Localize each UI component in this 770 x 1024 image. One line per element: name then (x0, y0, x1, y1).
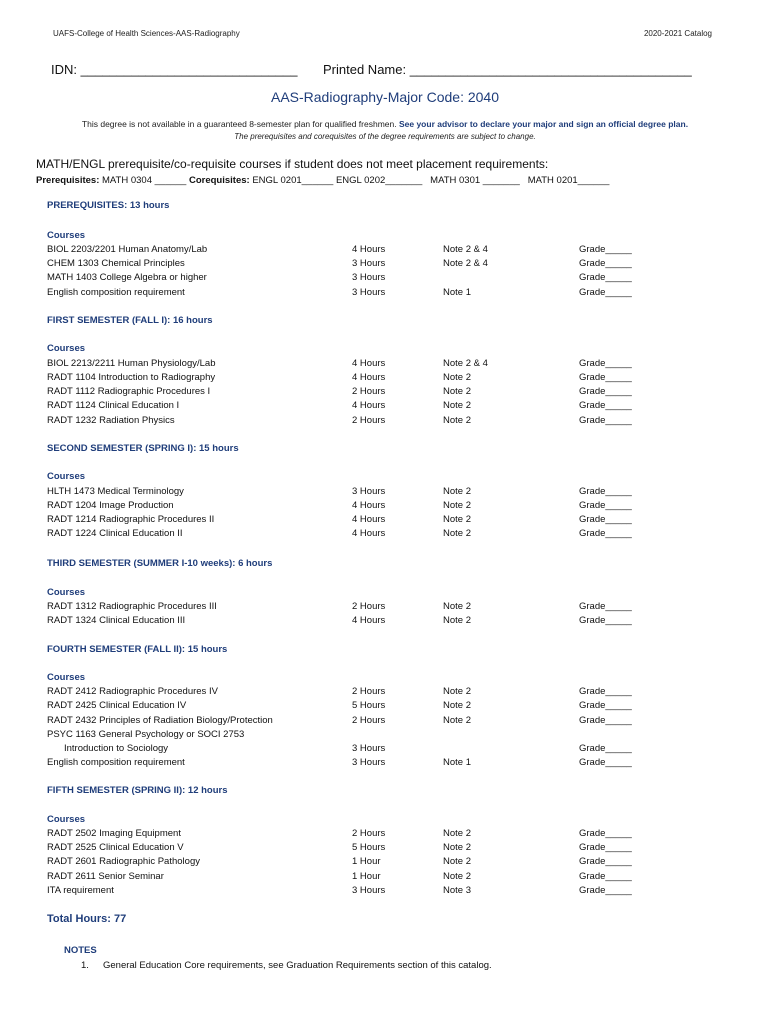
course-grade-field[interactable]: Grade_____ (579, 244, 632, 255)
course-grade-field[interactable]: Grade_____ (579, 743, 632, 754)
course-hours: 3 Hours (352, 287, 386, 298)
courses-label: Courses (47, 471, 86, 482)
section-title: FIRST SEMESTER (FALL I): 16 hours (47, 315, 213, 326)
disclaimer-advisor-note: See your advisor to declare your major and sign an official degree plan. (398, 119, 689, 129)
course-row (0, 828, 770, 842)
course-note: Note 2 (443, 601, 471, 612)
course-row (0, 287, 770, 301)
course-note: Note 2 & 4 (443, 358, 488, 369)
course-grade-field[interactable]: Grade_____ (579, 528, 632, 539)
course-name: RADT 1124 Clinical Education I (47, 400, 180, 411)
disclaimer-line-2: The prerequisites and corequisites of the degree requirements are subject to change. (234, 132, 536, 141)
course-row (0, 757, 770, 771)
course-row (0, 601, 770, 615)
course-grade-field[interactable]: Grade_____ (579, 715, 632, 726)
header-left: UAFS-College of Health Sciences-AAS-Radiography (53, 29, 240, 38)
course-grade-field[interactable]: Grade_____ (579, 272, 632, 283)
coreq-label: Corequisites: (188, 175, 250, 186)
course-row (0, 729, 770, 743)
course-note: Note 2 (443, 372, 471, 383)
course-hours: 5 Hours (352, 842, 386, 853)
course-note: Note 2 (443, 486, 471, 497)
course-hours: 4 Hours (352, 372, 386, 383)
courses-label: Courses (47, 587, 86, 598)
course-hours: 4 Hours (352, 615, 386, 626)
course-name: RADT 1104 Introduction to Radiography (47, 372, 216, 383)
course-name: RADT 1224 Clinical Education II (47, 528, 183, 539)
course-row (0, 500, 770, 514)
course-note: Note 2 (443, 856, 471, 867)
course-grade-field[interactable]: Grade_____ (579, 871, 632, 882)
course-note: Note 2 (443, 842, 471, 853)
note-number: 1. (81, 960, 89, 971)
course-hours: 1 Hour (352, 871, 381, 882)
course-row (0, 615, 770, 629)
course-note: Note 2 (443, 500, 471, 511)
course-note: Note 2 (443, 871, 471, 882)
course-name: RADT 2502 Imaging Equipment (47, 828, 181, 839)
course-grade-field[interactable]: Grade_____ (579, 615, 632, 626)
course-name: RADT 1112 Radiographic Procedures I (47, 386, 211, 397)
course-name: RADT 1312 Radiographic Procedures III (47, 601, 217, 612)
course-row (0, 743, 770, 757)
section-title: FIFTH SEMESTER (SPRING II): 12 hours (47, 785, 228, 796)
courses-label: Courses (47, 230, 86, 241)
course-name: English composition requirement (47, 757, 185, 768)
courses-label: Courses (47, 814, 86, 825)
course-grade-field[interactable]: Grade_____ (579, 415, 632, 426)
course-hours: 4 Hours (352, 500, 386, 511)
course-grade-field[interactable]: Grade_____ (579, 386, 632, 397)
course-row (0, 386, 770, 400)
course-note: Note 2 (443, 828, 471, 839)
course-row (0, 871, 770, 885)
course-note: Note 2 & 4 (443, 258, 488, 269)
disclaimer-plain: This degree is not available in a guaranteed 8-semester plan for qualified freshmen. (81, 119, 399, 129)
course-name: English composition requirement (47, 287, 185, 298)
disclaimer-line-1 (0, 119, 770, 129)
section-title: THIRD SEMESTER (SUMMER I-10 weeks): 6 hours (47, 558, 273, 569)
coreq-value: ENGL 0201______ ENGL 0202_______ MATH 0301 _______ MATH 0201______ (249, 175, 610, 186)
page-title: AAS-Radiography-Major Code: 2040 (270, 89, 499, 105)
course-hours: 3 Hours (352, 757, 386, 768)
course-note: Note 1 (443, 287, 471, 298)
course-name: RADT 1214 Radiographic Procedures II (47, 514, 215, 525)
course-name: CHEM 1303 Chemical Principles (47, 258, 185, 269)
course-grade-field[interactable]: Grade_____ (579, 757, 632, 768)
course-hours: 2 Hours (352, 415, 386, 426)
courses-label: Courses (47, 672, 86, 683)
math-engl-heading: MATH/ENGL prerequisite/co-requisite courses if student does not meet placement requirements: (36, 157, 549, 171)
course-grade-field[interactable]: Grade_____ (579, 601, 632, 612)
course-note: Note 2 (443, 400, 471, 411)
course-hours: 2 Hours (352, 601, 386, 612)
course-row (0, 358, 770, 372)
course-note: Note 2 (443, 700, 471, 711)
course-row (0, 244, 770, 258)
course-hours: 2 Hours (352, 828, 386, 839)
course-hours: 1 Hour (352, 856, 381, 867)
course-grade-field[interactable]: Grade_____ (579, 400, 632, 411)
course-name: RADT 2611 Senior Seminar (47, 871, 164, 882)
printed-name-field[interactable]: Printed Name: _______________________________________ (323, 62, 692, 77)
course-name: BIOL 2213/2211 Human Physiology/Lab (47, 358, 216, 369)
course-name: RADT 2425 Clinical Education IV (47, 700, 187, 711)
course-hours: 4 Hours (352, 514, 386, 525)
total-hours: Total Hours: 77 (47, 913, 127, 925)
course-hours: 2 Hours (352, 686, 386, 697)
course-note: Note 1 (443, 757, 471, 768)
course-note: Note 2 (443, 686, 471, 697)
course-grade-field[interactable]: Grade_____ (579, 856, 632, 867)
course-row (0, 856, 770, 870)
course-note: Note 3 (443, 885, 471, 896)
course-grade-field[interactable]: Grade_____ (579, 842, 632, 853)
course-grade-field[interactable]: Grade_____ (579, 700, 632, 711)
course-hours: 2 Hours (352, 715, 386, 726)
prereq-label: Prerequisites: (36, 175, 100, 186)
course-hours: 4 Hours (352, 400, 386, 411)
course-hours: 2 Hours (352, 386, 386, 397)
course-row (0, 686, 770, 700)
course-grade-field[interactable]: Grade_____ (579, 486, 632, 497)
section-title: PREREQUISITES: 13 hours (47, 200, 170, 211)
course-grade-field[interactable]: Grade_____ (579, 287, 632, 298)
course-grade-field[interactable]: Grade_____ (579, 686, 632, 697)
course-grade-field[interactable]: Grade_____ (579, 372, 632, 383)
course-name: MATH 1403 College Algebra or higher (47, 272, 207, 283)
course-name: BIOL 2203/2201 Human Anatomy/Lab (47, 244, 208, 255)
course-row (0, 715, 770, 729)
course-name: HLTH 1473 Medical Terminology (47, 486, 184, 497)
idn-field[interactable]: IDN: ______________________________ (51, 62, 298, 77)
course-note: Note 2 (443, 514, 471, 525)
course-hours: 4 Hours (352, 244, 386, 255)
course-row (0, 400, 770, 414)
course-note: Note 2 (443, 715, 471, 726)
section-title: FOURTH SEMESTER (FALL II): 15 hours (47, 644, 228, 655)
course-row (0, 842, 770, 856)
course-row (0, 272, 770, 286)
courses-label: Courses (47, 343, 86, 354)
course-name: ITA requirement (47, 885, 114, 896)
course-hours: 4 Hours (352, 528, 386, 539)
notes-label: NOTES (64, 945, 97, 956)
course-name: RADT 2525 Clinical Education V (47, 842, 184, 853)
header-right: 2020-2021 Catalog (643, 29, 712, 38)
course-hours: 4 Hours (352, 358, 386, 369)
course-name: PSYC 1163 General Psychology or SOCI 2753 (47, 729, 245, 740)
course-row (0, 514, 770, 528)
course-hours: 3 Hours (352, 486, 386, 497)
note-text: General Education Core requirements, see Graduation Requirements section of this catalog. (103, 960, 492, 971)
course-name: RADT 1324 Clinical Education III (47, 615, 186, 626)
prereq-line (36, 175, 609, 186)
course-grade-field[interactable]: Grade_____ (579, 258, 632, 269)
course-row (0, 372, 770, 386)
course-grade-field[interactable]: Grade_____ (579, 500, 632, 511)
course-row (0, 700, 770, 714)
course-note: Note 2 (443, 615, 471, 626)
course-name: RADT 2412 Radiographic Procedures IV (47, 686, 218, 697)
course-hours: 5 Hours (352, 700, 386, 711)
course-name: RADT 2432 Principles of Radiation Biology/Protection (47, 715, 273, 726)
course-row (0, 528, 770, 542)
course-grade-field[interactable]: Grade_____ (579, 358, 632, 369)
course-grade-field[interactable]: Grade_____ (579, 885, 632, 896)
course-row (0, 415, 770, 429)
course-note: Note 2 (443, 528, 471, 539)
course-hours: 3 Hours (352, 743, 386, 754)
prereq-value: MATH 0304 ______ (99, 175, 189, 186)
section-title: SECOND SEMESTER (SPRING I): 15 hours (47, 443, 239, 454)
course-note: Note 2 (443, 386, 471, 397)
course-row (0, 486, 770, 500)
course-name: RADT 1232 Radiation Physics (47, 415, 175, 426)
course-note: Note 2 (443, 415, 471, 426)
course-hours: 3 Hours (352, 885, 386, 896)
course-row (0, 258, 770, 272)
course-hours: 3 Hours (352, 258, 386, 269)
course-name: RADT 1204 Image Production (47, 500, 174, 511)
course-name: Introduction to Sociology (64, 743, 169, 754)
course-grade-field[interactable]: Grade_____ (579, 828, 632, 839)
course-row (0, 885, 770, 899)
course-name: RADT 2601 Radiographic Pathology (47, 856, 200, 867)
course-hours: 3 Hours (352, 272, 386, 283)
course-grade-field[interactable]: Grade_____ (579, 514, 632, 525)
course-note: Note 2 & 4 (443, 244, 488, 255)
